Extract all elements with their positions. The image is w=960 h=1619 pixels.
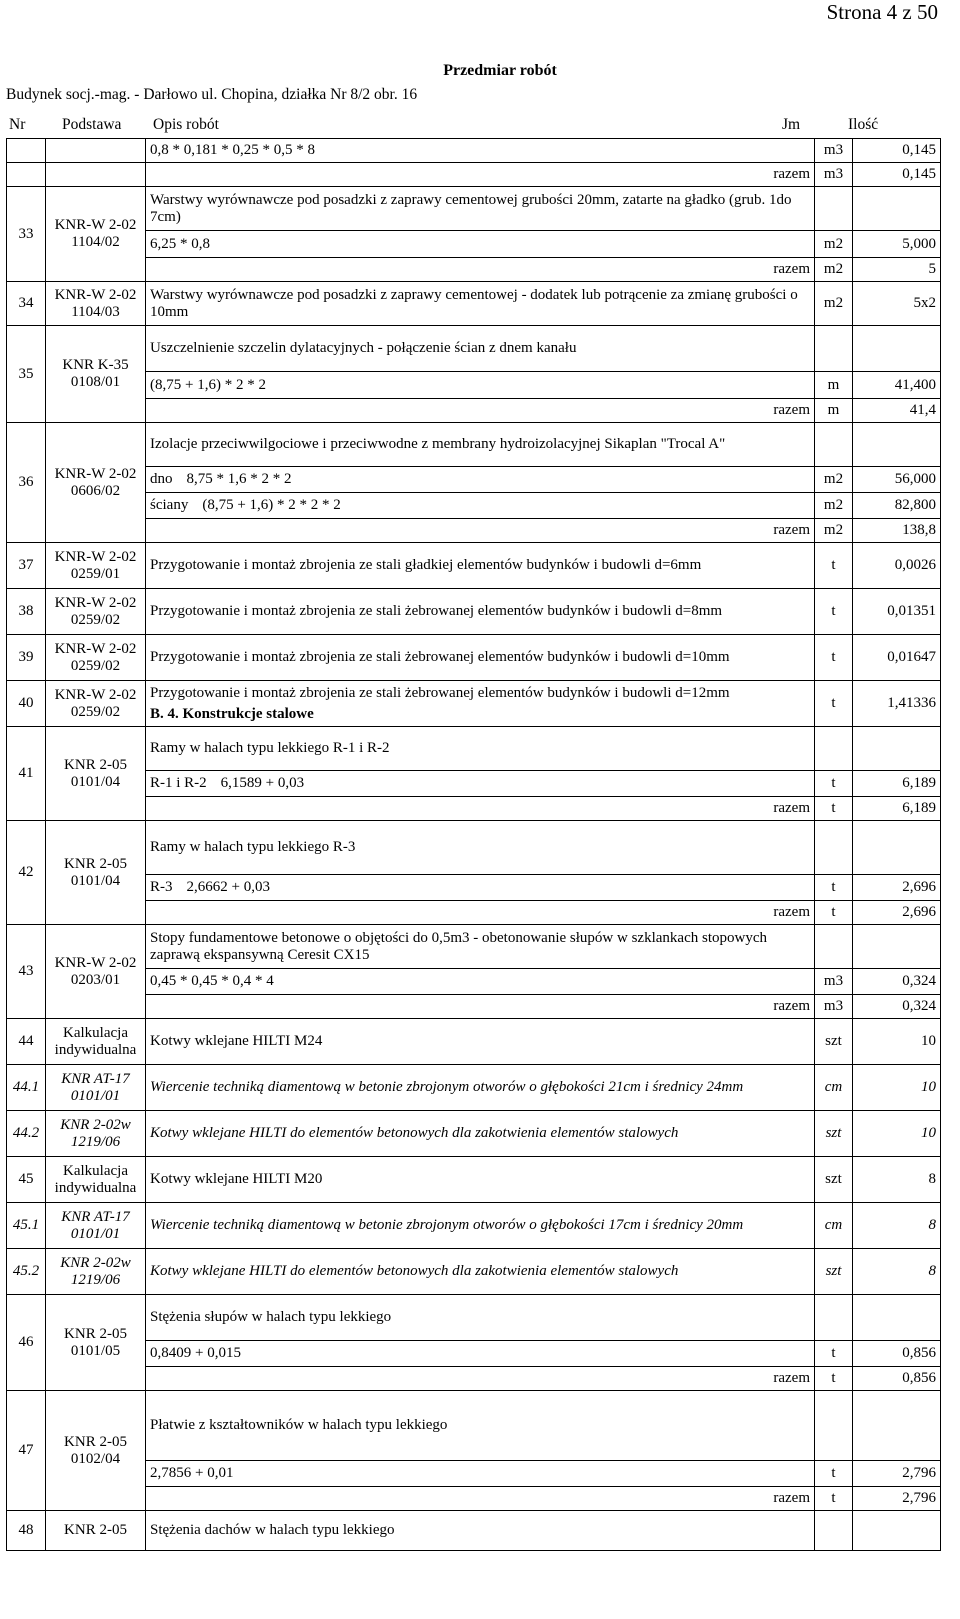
description-text: Stężenia dachów w halach typu lekkiego	[150, 1522, 395, 1538]
row-unit: m2	[815, 493, 853, 519]
table-row	[7, 771, 941, 797]
table-row	[7, 1341, 941, 1367]
description-text: Przygotowanie i montaż zbrojenia ze stali żebrowanej elementów budynków i budowli d=10mm	[150, 649, 730, 665]
table-row	[7, 163, 941, 187]
row-total-label: razem	[146, 797, 815, 821]
header-jm: Jm	[782, 116, 801, 133]
header-podstawa: Podstawa	[62, 116, 122, 133]
row-number: 36	[7, 423, 46, 543]
row-number-empty	[7, 139, 46, 163]
row-quantity: 2,696	[853, 875, 941, 901]
table-row	[7, 1203, 941, 1249]
description-text: Warstwy wyrównawcze pod posadzki z zaprawy cementowej - dodatek lub potrącenie za zmianę grubości o 10mm	[150, 286, 798, 320]
table-row	[7, 901, 941, 925]
row-calculation	[146, 493, 815, 519]
row-number: 45	[7, 1157, 46, 1203]
table-row	[7, 187, 941, 231]
header-nr: Nr	[9, 116, 26, 133]
row-calculation: 0,8409 + 0,015	[146, 1341, 815, 1367]
row-quantity: 41,400	[853, 372, 941, 399]
row-unit: t	[815, 1487, 853, 1511]
row-basis: KNR-W 2-02 0203/01	[46, 925, 146, 1019]
row-unit: t	[815, 797, 853, 821]
table-row	[7, 519, 941, 543]
row-number: 39	[7, 635, 46, 681]
row-quantity: 8	[853, 1157, 941, 1203]
row-unit: m	[815, 399, 853, 423]
row-unit: t	[815, 1367, 853, 1391]
table-row	[7, 589, 941, 635]
row-unit	[815, 821, 853, 875]
row-calculation: 6,25 * 0,8	[146, 231, 815, 258]
row-unit	[815, 1295, 853, 1341]
row-basis: Kalkulacja indywidualna	[46, 1157, 146, 1203]
row-unit	[815, 925, 853, 969]
row-quantity: 8	[853, 1249, 941, 1295]
page-number: Strona 4 z 50	[826, 0, 938, 24]
table-row	[7, 467, 941, 493]
row-calculation: 0,45 * 0,45 * 0,4 * 4	[146, 969, 815, 995]
row-quantity: 5x2	[853, 282, 941, 326]
calculation-formula: 2,6662 + 0,03	[186, 879, 270, 895]
row-quantity: 0,0026	[853, 543, 941, 589]
table-body	[7, 139, 941, 1551]
table-row	[7, 1295, 941, 1341]
description-text: Przygotowanie i montaż zbrojenia ze stali żebrowanej elementów budynków i budowli d=12mm	[150, 685, 730, 701]
row-number: 44.2	[7, 1111, 46, 1157]
row-unit: t	[815, 875, 853, 901]
description-text: Wiercenie techniką diamentową w betonie zbrojonym otworów o głębokości 21cm i średnicy 24mm	[150, 1079, 744, 1095]
row-basis: Kalkulacja indywidualna	[46, 1019, 146, 1065]
calculation-label: dno	[150, 471, 173, 487]
row-quantity: 138,8	[853, 519, 941, 543]
row-description	[146, 1249, 815, 1295]
row-total-label: razem	[146, 399, 815, 423]
row-unit: t	[815, 1341, 853, 1367]
row-basis: KNR-W 2-02 0259/02	[46, 681, 146, 727]
calculation-label: R-1 i R-2	[150, 775, 207, 791]
row-number: 47	[7, 1391, 46, 1511]
row-total-label: razem	[146, 163, 815, 187]
row-unit: m3	[815, 139, 853, 163]
row-basis: KNR-W 2-02 0259/02	[46, 635, 146, 681]
row-description	[146, 326, 815, 372]
row-unit: t	[815, 635, 853, 681]
description-text: Płatwie z kształtowników w halach typu lekkiego	[150, 1417, 448, 1433]
row-unit: m3	[815, 969, 853, 995]
row-basis: KNR 2-05 0102/04	[46, 1391, 146, 1511]
row-basis: KNR 2-02w 1219/06	[46, 1111, 146, 1157]
row-unit	[815, 1391, 853, 1461]
description-text: Ramy w halach typu lekkiego R-1 i R-2	[150, 740, 390, 756]
table-row	[7, 1065, 941, 1111]
table-row	[7, 282, 941, 326]
description-text: Przygotowanie i montaż zbrojenia ze stali żebrowanej elementów budynków i budowli d=8mm	[150, 603, 723, 619]
description-text: Stężenia słupów w halach typu lekkiego	[150, 1309, 392, 1325]
row-quantity: 2,696	[853, 901, 941, 925]
row-unit: szt	[815, 1249, 853, 1295]
row-unit: m2	[815, 282, 853, 326]
row-quantity: 0,856	[853, 1367, 941, 1391]
row-unit	[815, 326, 853, 372]
description-text: Stopy fundamentowe betonowe o objętości do 0,5m3 - obetonowanie słupów w szklankach stopowych zaprawą ekspansywną Ceresit CX15	[150, 929, 767, 963]
row-quantity: 6,189	[853, 771, 941, 797]
description-text: Wiercenie techniką diamentową w betonie zbrojonym otworów o głębokości 17cm i średnicy 20mm	[150, 1217, 744, 1233]
row-unit: m3	[815, 163, 853, 187]
row-total-label: razem	[146, 901, 815, 925]
row-unit	[815, 1511, 853, 1551]
row-unit: t	[815, 543, 853, 589]
row-number: 43	[7, 925, 46, 1019]
row-quantity: 1,41336	[853, 681, 941, 727]
row-total-label: razem	[146, 995, 815, 1019]
table-row	[7, 797, 941, 821]
row-number: 35	[7, 326, 46, 423]
table-row	[7, 995, 941, 1019]
table-row	[7, 1249, 941, 1295]
row-quantity: 10	[853, 1019, 941, 1065]
row-quantity: 5	[853, 258, 941, 282]
table-row	[7, 727, 941, 771]
row-calculation	[146, 467, 815, 493]
row-unit: cm	[815, 1203, 853, 1249]
calculation-formula: 8,75 * 1,6 * 2 * 2	[186, 471, 292, 487]
row-basis-empty	[46, 163, 146, 187]
table-row	[7, 1367, 941, 1391]
cost-estimate-table	[6, 138, 941, 1551]
calculation-label: ściany	[150, 497, 189, 513]
row-unit: t	[815, 771, 853, 797]
description-text: Warstwy wyrównawcze pod posadzki z zaprawy cementowej grubości 20mm, zatarte na gładko (grub. 1do 7cm)	[150, 191, 792, 225]
row-number: 44	[7, 1019, 46, 1065]
row-description	[146, 543, 815, 589]
row-description	[146, 187, 815, 231]
table-row	[7, 139, 941, 163]
row-unit: t	[815, 901, 853, 925]
table-row	[7, 1019, 941, 1065]
table-row	[7, 875, 941, 901]
row-unit: szt	[815, 1157, 853, 1203]
row-quantity: 5,000	[853, 231, 941, 258]
row-basis: KNR-W 2-02 1104/03	[46, 282, 146, 326]
calculation-formula: (8,75 + 1,6) * 2 * 2 * 2	[202, 497, 341, 513]
row-description	[146, 727, 815, 771]
row-number: 40	[7, 681, 46, 727]
row-basis: KNR-W 2-02 1104/02	[46, 187, 146, 282]
row-basis: KNR 2-05 0101/04	[46, 821, 146, 925]
row-basis: KNR 2-05	[46, 1511, 146, 1551]
row-quantity	[853, 821, 941, 875]
row-description	[146, 1203, 815, 1249]
row-description	[146, 925, 815, 969]
row-unit: t	[815, 589, 853, 635]
row-description	[146, 1157, 815, 1203]
table-row	[7, 258, 941, 282]
table-row	[7, 399, 941, 423]
header-ilosc: Ilość	[848, 116, 879, 133]
row-description	[146, 1295, 815, 1341]
row-unit: m2	[815, 258, 853, 282]
row-number: 34	[7, 282, 46, 326]
row-description	[146, 1065, 815, 1111]
row-unit: m2	[815, 519, 853, 543]
row-total-label: razem	[146, 1487, 815, 1511]
table-row	[7, 326, 941, 372]
row-quantity: 0,01647	[853, 635, 941, 681]
row-number: 48	[7, 1511, 46, 1551]
table-row	[7, 231, 941, 258]
row-quantity: 10	[853, 1111, 941, 1157]
row-quantity: 0,145	[853, 163, 941, 187]
table-row	[7, 925, 941, 969]
description-text: Przygotowanie i montaż zbrojenia ze stali gładkiej elementów budynków i budowli d=6mm	[150, 557, 702, 573]
table-row	[7, 1511, 941, 1551]
row-quantity: 41,4	[853, 399, 941, 423]
table-header	[0, 116, 960, 138]
description-text: Izolacje przeciwwilgociowe i przeciwwodne z membrany hydroizolacyjnej Sikaplan "Trocal A"	[150, 436, 726, 452]
row-basis: KNR 2-05 0101/04	[46, 727, 146, 821]
row-calculation: 0,8 * 0,181 * 0,25 * 0,5 * 8	[146, 139, 815, 163]
row-basis: KNR-W 2-02 0259/02	[46, 589, 146, 635]
table-row	[7, 681, 941, 727]
row-quantity: 10	[853, 1065, 941, 1111]
row-total-label: razem	[146, 519, 815, 543]
row-quantity	[853, 1295, 941, 1341]
row-description	[146, 1391, 815, 1461]
row-description	[146, 635, 815, 681]
description-text: Ramy w halach typu lekkiego R-3	[150, 839, 356, 855]
row-number: 45.1	[7, 1203, 46, 1249]
row-number: 42	[7, 821, 46, 925]
row-quantity: 0,145	[853, 139, 941, 163]
row-quantity: 0,856	[853, 1341, 941, 1367]
document-subtitle: Budynek socj.-mag. - Darłowo ul. Chopina, działka Nr 8/2 obr. 16	[6, 86, 418, 103]
row-quantity: 56,000	[853, 467, 941, 493]
row-basis: KNR AT-17 0101/01	[46, 1065, 146, 1111]
document-title: Przedmiar robót	[443, 62, 557, 79]
table-row	[7, 493, 941, 519]
table-row	[7, 372, 941, 399]
row-quantity	[853, 1391, 941, 1461]
table-row	[7, 635, 941, 681]
row-description	[146, 423, 815, 467]
row-calculation	[146, 771, 815, 797]
table-row	[7, 543, 941, 589]
table-row	[7, 1461, 941, 1487]
description-text: Kotwy wklejane HILTI do elementów betonowych dla zakotwienia elementów stalowych	[150, 1263, 679, 1279]
description-text: Kotwy wklejane HILTI M24	[150, 1033, 323, 1049]
table-row	[7, 1391, 941, 1461]
table-row	[7, 1111, 941, 1157]
row-unit: m	[815, 372, 853, 399]
row-quantity	[853, 727, 941, 771]
row-unit	[815, 727, 853, 771]
row-number: 44.1	[7, 1065, 46, 1111]
table-row	[7, 969, 941, 995]
row-description	[146, 1019, 815, 1065]
description-text: Kotwy wklejane HILTI M20	[150, 1171, 323, 1187]
row-quantity	[853, 187, 941, 231]
row-number: 41	[7, 727, 46, 821]
row-description	[146, 681, 815, 727]
row-quantity	[853, 423, 941, 467]
row-unit	[815, 423, 853, 467]
row-number: 46	[7, 1295, 46, 1391]
row-calculation	[146, 875, 815, 901]
row-number: 37	[7, 543, 46, 589]
row-basis: KNR-W 2-02 0606/02	[46, 423, 146, 543]
row-basis: KNR AT-17 0101/01	[46, 1203, 146, 1249]
row-quantity: 6,189	[853, 797, 941, 821]
row-unit: szt	[815, 1111, 853, 1157]
row-unit: m3	[815, 995, 853, 1019]
table-row	[7, 1487, 941, 1511]
row-description	[146, 282, 815, 326]
row-unit: cm	[815, 1065, 853, 1111]
row-total-label: razem	[146, 1367, 815, 1391]
table-row	[7, 821, 941, 875]
calculation-label: R-3	[150, 879, 173, 895]
row-quantity: 82,800	[853, 493, 941, 519]
row-unit: szt	[815, 1019, 853, 1065]
row-calculation: (8,75 + 1,6) * 2 * 2	[146, 372, 815, 399]
header-opis: Opis robót	[153, 116, 219, 133]
row-quantity: 0,01351	[853, 589, 941, 635]
row-unit: t	[815, 1461, 853, 1487]
row-quantity	[853, 326, 941, 372]
row-basis: KNR 2-05 0101/05	[46, 1295, 146, 1391]
row-quantity: 0,324	[853, 969, 941, 995]
row-basis: KNR-W 2-02 0259/01	[46, 543, 146, 589]
row-number-empty	[7, 163, 46, 187]
row-quantity: 0,324	[853, 995, 941, 1019]
row-calculation: 2,7856 + 0,01	[146, 1461, 815, 1487]
row-description	[146, 1111, 815, 1157]
description-text: Kotwy wklejane HILTI do elementów betonowych dla zakotwienia elementów stalowych	[150, 1125, 679, 1141]
description-text: Uszczelnienie szczelin dylatacyjnych - połączenie ścian z dnem kanału	[150, 340, 577, 356]
row-number: 45.2	[7, 1249, 46, 1295]
row-basis: KNR K-35 0108/01	[46, 326, 146, 423]
row-unit: m2	[815, 467, 853, 493]
row-unit: t	[815, 681, 853, 727]
row-total-label: razem	[146, 258, 815, 282]
table-row	[7, 1157, 941, 1203]
table-row	[7, 423, 941, 467]
calculation-formula: 6,1589 + 0,03	[220, 775, 305, 791]
row-unit	[815, 187, 853, 231]
row-unit: m2	[815, 231, 853, 258]
row-basis-empty	[46, 139, 146, 163]
row-number: 38	[7, 589, 46, 635]
section-heading: B. 4. Konstrukcje stalowe	[150, 706, 314, 722]
row-quantity: 2,796	[853, 1461, 941, 1487]
row-description	[146, 1511, 815, 1551]
row-description	[146, 821, 815, 875]
row-quantity	[853, 925, 941, 969]
row-quantity	[853, 1511, 941, 1551]
row-number: 33	[7, 187, 46, 282]
row-quantity: 2,796	[853, 1487, 941, 1511]
row-quantity: 8	[853, 1203, 941, 1249]
row-description	[146, 589, 815, 635]
row-basis: KNR 2-02w 1219/06	[46, 1249, 146, 1295]
